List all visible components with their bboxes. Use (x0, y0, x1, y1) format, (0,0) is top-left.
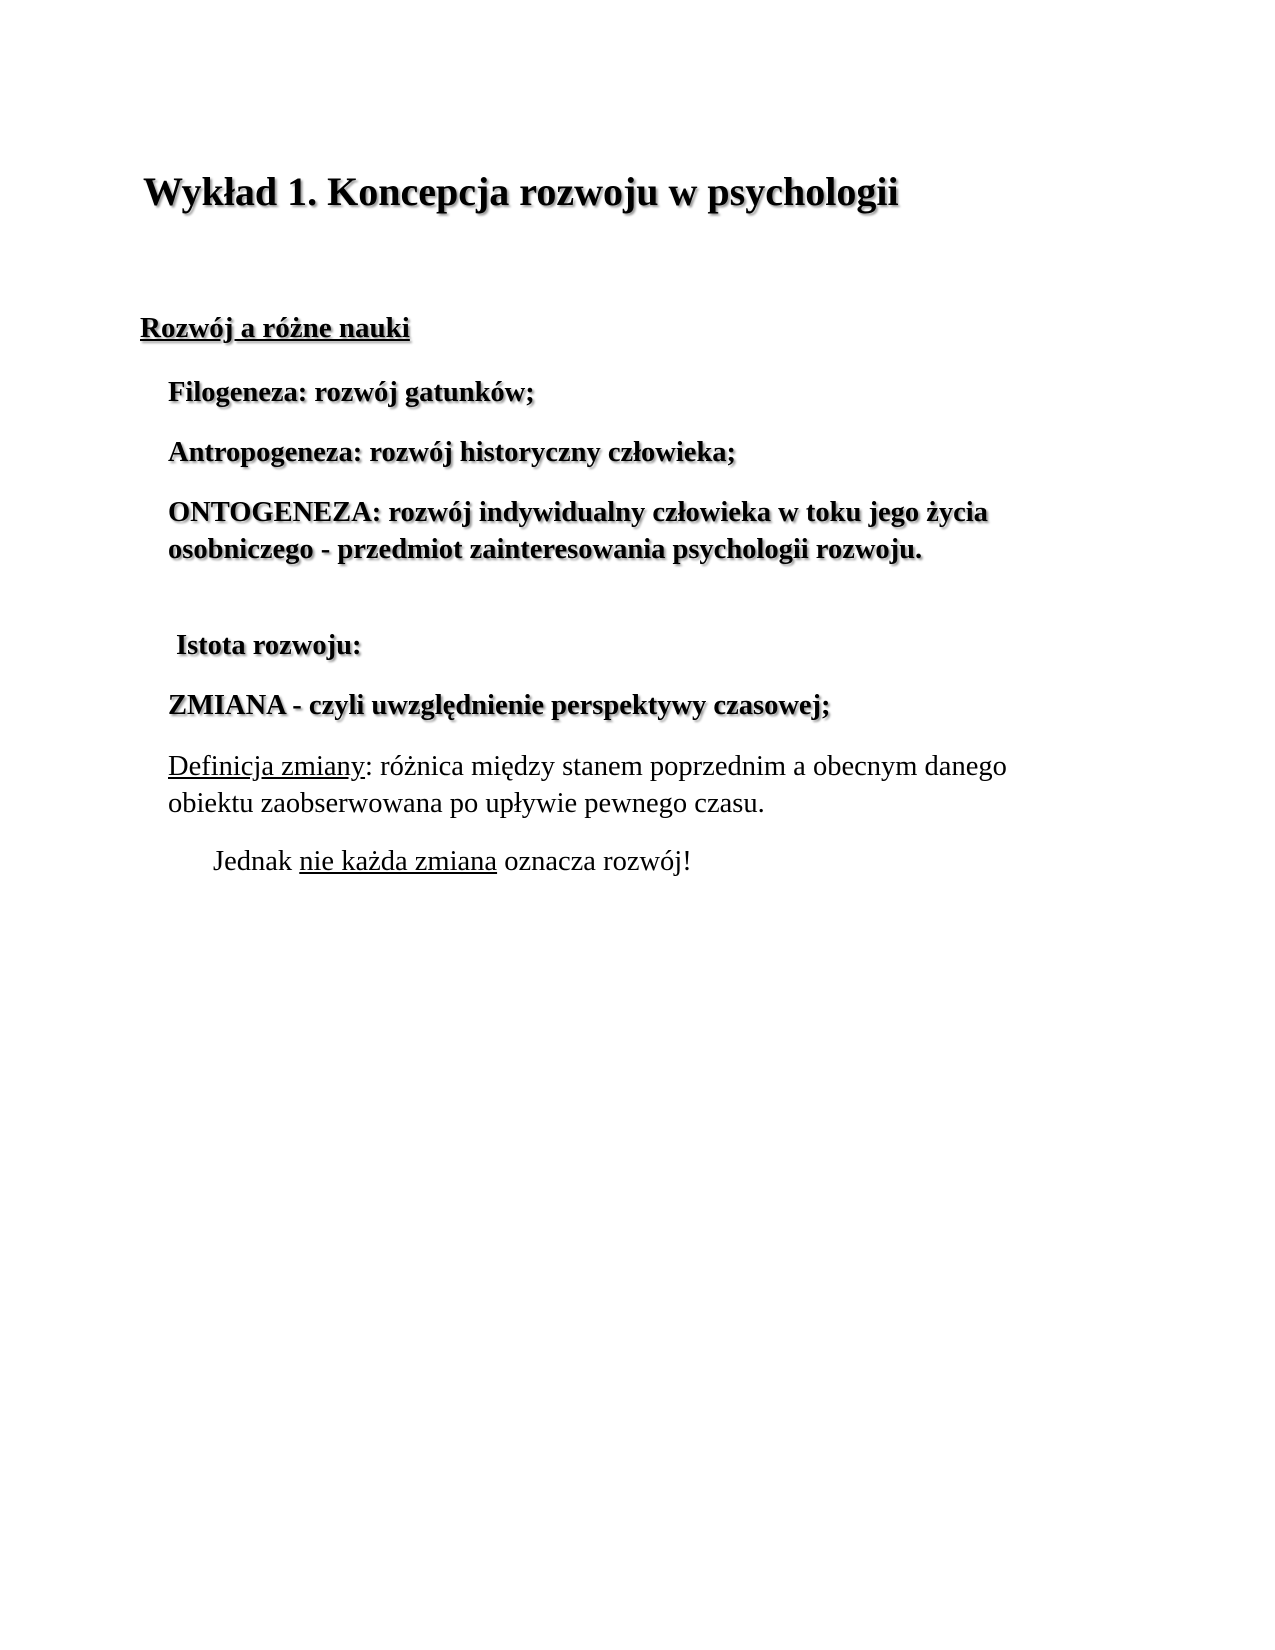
item-ontogeneza: ONTOGENEZA: rozwój indywidualny człowieka w toku jego życia osobniczego - przedmiot zainteresowania psychologii rozwoju. (168, 497, 988, 565)
change-definition: ZMIANA - czyli uwzględnienie perspektywy czasowej; (168, 690, 831, 721)
item-filogeneza: Filogeneza: rozwój gatunków; (168, 377, 535, 408)
definition-text: : różnica między stanem poprzednim a obecnym danego obiektu zaobserwowana po upływie pewnego czasu. (168, 751, 1007, 819)
definition-paragraph (168, 748, 1028, 822)
definition-term: Definicja zmiany (168, 751, 366, 782)
essence-heading: Istota rozwoju: (176, 630, 362, 661)
note-after: oznacza rozwój! (497, 846, 692, 877)
section-heading: Rozwój a różne nauki (140, 312, 410, 344)
document-title: Wykład 1. Koncepcja rozwoju w psychologii (143, 169, 899, 214)
item-antropogeneza: Antropogeneza: rozwój historyczny człowieka; (168, 437, 737, 468)
note-underlined: nie każda zmiana (299, 846, 498, 877)
note-before: Jednak (213, 846, 300, 877)
note-paragraph (213, 843, 1093, 880)
